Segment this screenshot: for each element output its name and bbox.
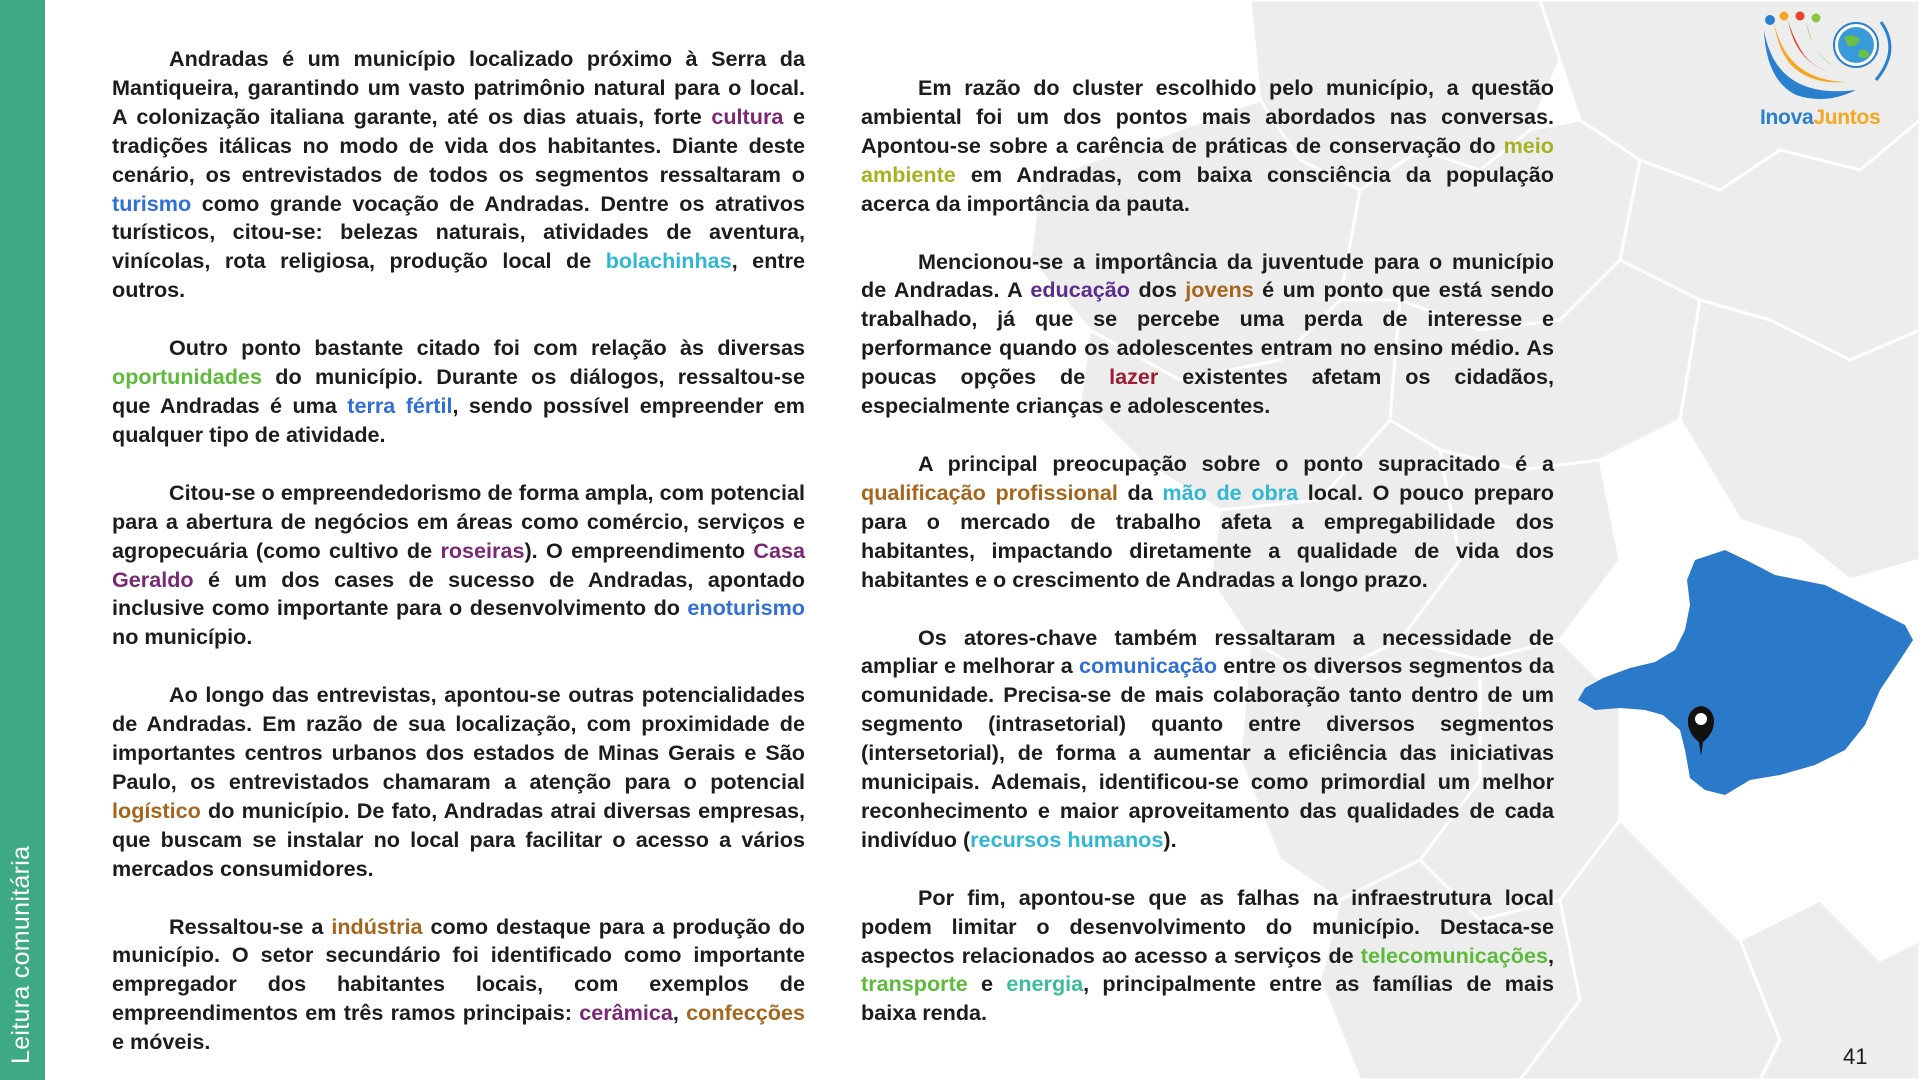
paragraph-opportunities: Outro ponto bastante citado foi com relação às diversas oportunidades do município. Durante os diálogos, ressaltou-se que Andradas é uma terra fértil, sendo possível empreender em qualquer tipo de atividade. xyxy=(112,335,805,447)
sidebar xyxy=(0,0,45,1080)
paragraph-tourism: Andradas é um município localizado próximo à Serra da Mantiqueira, garantindo um vasto patrimônio natural para o local. A colonização italiana garante, até os dias atuais, forte cultura e tradições itálicas no modo de vida dos habitantes. Diante deste cenário, os entrevistados de todos os segmentos ressaltaram o turismo como grande vocação de Andradas. Dentre os atrativos turísticos, citou-se: belezas naturais, atividades de aventura, vinícolas, rota religiosa, produção local de bolachinhas, entre outros. xyxy=(112,46,805,303)
paragraph-environment: Em razão do cluster escolhido pelo município, a questão ambiental foi um dos pontos mais abordados nas conversas. Apontou-se sobre a carência de práticas de conservação do meio ambiente em Andradas, com baixa consciência da população acerca da importância da pauta. xyxy=(861,75,1554,216)
left-column xyxy=(112,45,805,1080)
right-column xyxy=(861,74,1554,1057)
paragraph-infrastructure: Por fim, apontou-se que as falhas na infraestrutura local podem limitar o desenvolvimento do município. Destaca-se aspectos relacionados ao acesso a serviços de telecomunicações, transporte e energia, principalmente entre as famílias de mais baixa renda. xyxy=(861,884,1554,1026)
paragraph-communication: Os atores-chave também ressaltaram a necessidade de ampliar e melhorar a comunicação entre os diversos segmentos da comunidade. Precisa-se de mais colaboração tanto dentro de um segmento (intrasetorial) quanto entre diversos segmentos (intersetorial), de forma a aumentar a eficiência das iniciativas municipais. Ademais, identificou-se como primordial um melhor reconhecimento e maior aproveitamento das qualidades de cada indivíduo (recursos humanos). xyxy=(861,624,1554,852)
paragraph-entrepreneurship: Citou-se o empreendedorismo de forma ampla, com potencial para a abertura de negócios em áreas como comércio, serviços e agropecuária (como cultivo de roseiras). O empreendimento Casa Geraldo é um dos cases de sucesso de Andradas, apontado inclusive como importante para o desenvolvimento do enoturismo no município. xyxy=(112,479,806,650)
paragraph-industry: Ressaltou-se a indústria como destaque para a produção do município. O setor secundário foi identificado como importante empregador dos habitantes locais, com exemplos de empreendimentos em três ramos principais: cerâmica, confecções e móveis. xyxy=(112,913,805,1055)
section-label: Leitura comunitária xyxy=(7,845,35,1064)
paragraph-qualification: A principal preocupação sobre o ponto supracitado é a qualificação profissional da mão de obra local. O pouco preparo para o mercado de trabalho afeta a empregabilidade dos habitantes, impactando diretamente a qualidade de vida dos habitantes e o crescimento de Andradas a longo prazo. xyxy=(861,450,1554,592)
logo-wordmark: InovaJuntos xyxy=(1760,106,1881,129)
page-number: 41 xyxy=(1843,1044,1868,1069)
minas-gerais-map xyxy=(1575,550,1915,800)
paragraph-youth: Mencionou-se a importância da juventude para o município de Andradas. A educação dos jovens é um ponto que está sendo trabalhado, já que se percebe uma perda de interesse e performance quando os adolescentes entram no ensino médio. As poucas opções de lazer existentes afetam os cidadãos, especialmente crianças e adolescentes. xyxy=(861,248,1555,419)
paragraph-logistics: Ao longo das entrevistas, apontou-se outras potencialidades de Andradas. Em razão de sua localização, com proximidade de importantes centros urbanos dos estados de Minas Gerais e São Paulo, os entrevistados chamaram a atenção para o potencial logístico do município. De fato, Andradas atrai diversas empresas, que buscam se instalar no local para facilitar o acesso a vários mercados consumidores. xyxy=(112,682,805,881)
